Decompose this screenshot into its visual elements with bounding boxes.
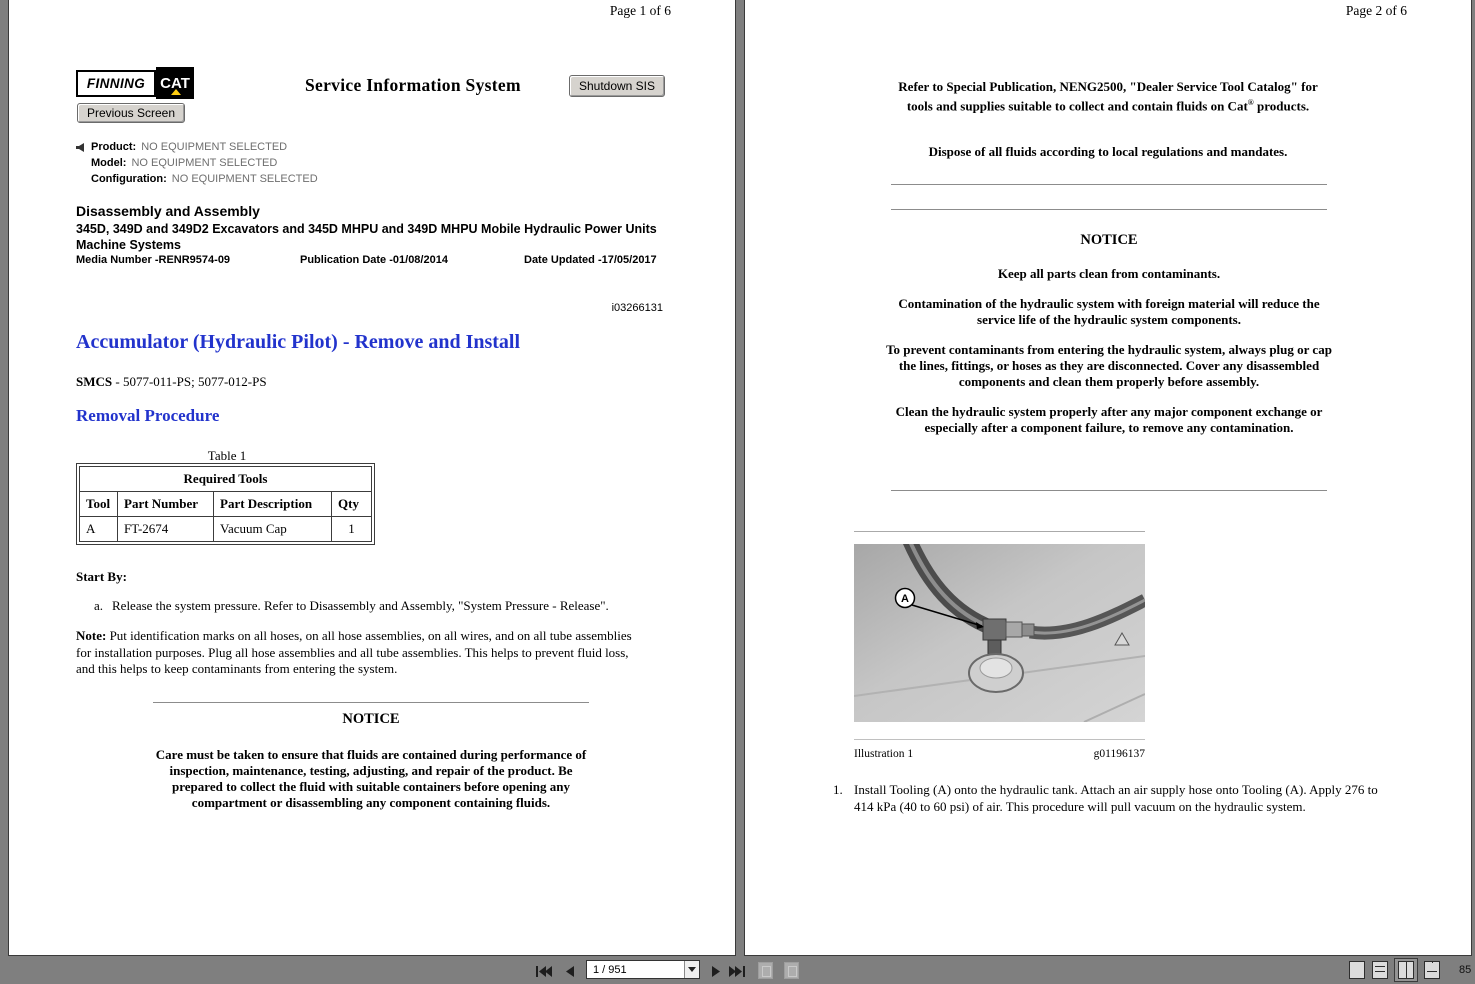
equipment-info bbox=[76, 141, 318, 189]
illustration-code: g01196137 bbox=[1093, 748, 1145, 760]
notice-paragraph: Keep all parts clean from contaminants. bbox=[997, 266, 1221, 281]
media-number: Media Number -RENR9574-09 bbox=[76, 254, 231, 266]
table-row bbox=[80, 517, 372, 542]
callout-letter: A bbox=[901, 593, 909, 605]
product-value: NO EQUIPMENT SELECTED bbox=[141, 141, 288, 153]
paragraph-text: Refer to Special Publication, NENG2500, "Dealer Service Tool Catalog" for tools and supplies suitable to collect and contain fluids on Cat bbox=[898, 79, 1318, 114]
model-label: Model: bbox=[91, 157, 127, 169]
table-columns-row bbox=[80, 492, 372, 517]
registered-trademark: ® bbox=[1247, 98, 1254, 107]
notice-body bbox=[884, 266, 1334, 450]
page-number-combobox[interactable] bbox=[586, 960, 700, 979]
configuration-row bbox=[76, 173, 318, 185]
configuration-value: NO EQUIPMENT SELECTED bbox=[171, 173, 318, 185]
notice-title: NOTICE bbox=[1080, 232, 1138, 248]
note-label: Note: bbox=[76, 628, 107, 643]
cat-triangle-icon bbox=[171, 89, 181, 95]
model-value: NO EQUIPMENT SELECTED bbox=[131, 157, 278, 169]
document-title: Disassembly and Assembly bbox=[76, 203, 260, 219]
paragraph-dispose-fluids: Dispose of all fluids according to local regulations and mandates. bbox=[928, 144, 1288, 159]
notice-body: Care must be taken to ensure that fluids are contained during performance of inspection, maintenance, testing, adjusting, and repair of the product. Be prepared to collect the fluid with suitable containers before opening any compartment or disassembling any component containing fluids. bbox=[155, 747, 587, 810]
date-updated: Date Updated -17/05/2017 bbox=[524, 254, 657, 266]
product-row bbox=[76, 141, 318, 153]
table-title-cell: Required Tools bbox=[80, 467, 372, 492]
illustration-top-rule bbox=[854, 531, 1145, 532]
note-paragraph bbox=[76, 628, 648, 678]
col-part-number: Part Number bbox=[118, 492, 214, 517]
subsection-title: Removal Procedure bbox=[76, 406, 220, 425]
divider bbox=[891, 184, 1327, 185]
illustration-caption: Illustration 1 bbox=[854, 748, 914, 760]
paragraph-text: products. bbox=[1253, 98, 1310, 114]
notice-title: NOTICE bbox=[342, 711, 400, 727]
note-text: Put identification marks on all hoses, on all hose assemblies, on all wires, and on all tube assemblies for installation purposes. Plug all hose assemblies and all tube assemblies. This helps to prevent fluid loss, and this helps to keep contaminants from entering the system. bbox=[76, 628, 632, 676]
smcs-value: - 5077-011-PS; 5077-012-PS bbox=[112, 374, 267, 389]
table-cell-qty: 1 bbox=[332, 517, 372, 542]
facing-pages-view-button-selected[interactable] bbox=[1394, 958, 1418, 982]
col-tool: Tool bbox=[80, 492, 118, 517]
start-by-label: Start By: bbox=[76, 569, 127, 584]
model-row bbox=[76, 157, 318, 169]
continuous-view-button[interactable] bbox=[1372, 961, 1388, 979]
continuous-view-icon bbox=[1372, 961, 1388, 979]
next-page-button[interactable] bbox=[706, 963, 726, 979]
table-cell-tool: A bbox=[80, 517, 118, 542]
shutdown-sis-button[interactable]: Shutdown SIS bbox=[569, 75, 665, 97]
page-indicator: Page 2 of 6 bbox=[1345, 3, 1407, 18]
media-info-row bbox=[76, 254, 676, 268]
start-by-item bbox=[94, 598, 674, 614]
document-page-2 bbox=[744, 0, 1472, 956]
publication-date: Publication Date -01/08/2014 bbox=[300, 254, 448, 266]
facing-pages-icon bbox=[1398, 961, 1414, 979]
cat-logo bbox=[156, 67, 194, 99]
last-page-button[interactable] bbox=[727, 963, 747, 979]
notice-paragraph: To prevent contaminants from entering the hydraulic system, always plug or cap the lines, fittings, or hoses as they are disconnected. Cover any disassembled components and clean them properly before assembly. bbox=[886, 342, 1332, 389]
smcs-line bbox=[76, 374, 267, 390]
table-cell-part-number: FT-2674 bbox=[118, 517, 214, 542]
chevron-down-icon bbox=[688, 967, 696, 972]
col-qty: Qty bbox=[332, 492, 372, 517]
finning-logo: FINNING bbox=[76, 70, 156, 97]
list-text: Release the system pressure. Refer to Disassembly and Assembly, "System Pressure - Release". bbox=[112, 598, 609, 613]
illustration-caption-row bbox=[854, 748, 1145, 760]
table-caption: Table 1 bbox=[207, 448, 247, 463]
illustration-bottom-rule bbox=[854, 739, 1145, 740]
configuration-label: Configuration: bbox=[91, 173, 167, 185]
next-view-button[interactable] bbox=[784, 962, 799, 979]
facing-continuous-icon bbox=[1424, 961, 1440, 979]
step-1 bbox=[833, 782, 1395, 815]
table-header-row bbox=[80, 467, 372, 492]
paragraph-dealer-tool-catalog bbox=[884, 79, 1332, 114]
prev-view-button[interactable] bbox=[758, 962, 773, 979]
page-indicator: Page 1 of 6 bbox=[609, 3, 671, 18]
product-label: Product: bbox=[91, 141, 137, 153]
col-part-description: Part Description bbox=[214, 492, 332, 517]
previous-screen-button[interactable]: Previous Screen bbox=[77, 103, 185, 123]
sis-header-title: Service Information System bbox=[305, 75, 521, 95]
viewer-toolbar bbox=[0, 956, 1475, 984]
illustration-photo bbox=[854, 544, 1145, 722]
tooling-fitting bbox=[983, 619, 1006, 640]
divider bbox=[153, 702, 589, 703]
smcs-label: SMCS bbox=[76, 374, 113, 389]
single-page-view-button[interactable] bbox=[1349, 961, 1365, 979]
step-marker: 1. bbox=[833, 782, 843, 797]
divider bbox=[891, 209, 1327, 210]
single-page-icon bbox=[1349, 961, 1365, 979]
zoom-level: 85 bbox=[1459, 964, 1472, 976]
list-marker: a. bbox=[94, 598, 104, 613]
page-number-dropdown[interactable] bbox=[684, 961, 699, 978]
notice-paragraph: Contamination of the hydraulic system with foreign material will reduce the service life of the hydraulic system components. bbox=[898, 296, 1320, 327]
document-subtitle: 345D, 349D and 349D2 Excavators and 345D MHPU and 349D MHPU Mobile Hydraulic Power Units Machine Systems bbox=[76, 222, 657, 252]
page-number-value[interactable]: 1 / 951 bbox=[593, 963, 627, 976]
previous-page-button[interactable] bbox=[560, 963, 580, 979]
speaker-icon bbox=[76, 143, 86, 155]
facing-continuous-view-button[interactable] bbox=[1424, 961, 1440, 979]
notice-paragraph: Clean the hydraulic system properly after any major component exchange or especially after a component failure, to remove any contamination. bbox=[895, 404, 1323, 435]
table-cell-part-description: Vacuum Cap bbox=[214, 517, 332, 542]
section-title: Accumulator (Hydraulic Pilot) - Remove and Install bbox=[76, 331, 521, 353]
required-tools-table bbox=[76, 463, 375, 545]
document-page-1 bbox=[8, 0, 736, 956]
document-code: i03266131 bbox=[611, 302, 663, 314]
first-page-button[interactable] bbox=[534, 963, 554, 979]
cat-logo-text: CAT bbox=[160, 74, 190, 92]
step-text: Install Tooling (A) onto the hydraulic tank. Attach an air supply hose onto Tooling (A). Apply 276 to 414 kPa (40 to 60 psi) of air. This procedure will pull vacuum on the hydraulic system. bbox=[854, 782, 1378, 814]
divider bbox=[891, 490, 1327, 491]
